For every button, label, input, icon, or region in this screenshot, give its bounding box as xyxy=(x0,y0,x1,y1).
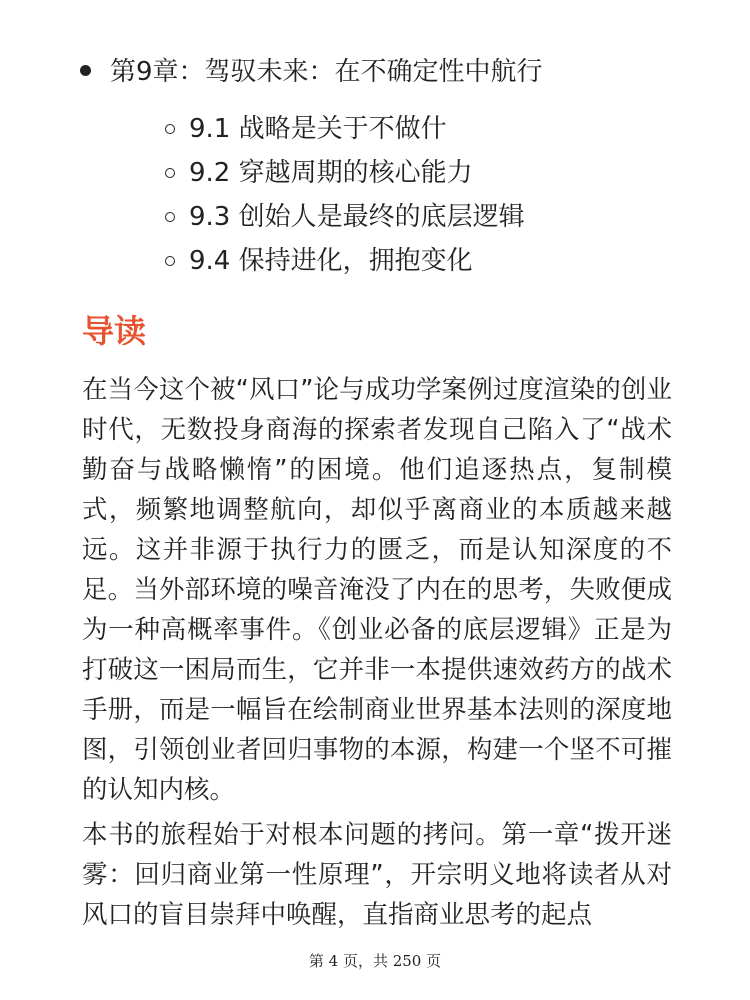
bullet-disc-icon xyxy=(80,65,91,76)
section-item-9-2 xyxy=(165,151,725,195)
section-label: 9.2 穿越周期的核心能力 xyxy=(189,158,473,188)
chapter-9-title: 第9章：驾驭未来：在不确定性中航行 xyxy=(110,57,543,87)
section-label: 9.3 创始人是最终的底层逻辑 xyxy=(189,202,525,232)
section-item-9-3 xyxy=(165,195,725,239)
section-label: 9.4 保持进化，拥抱变化 xyxy=(189,246,473,276)
section-item-9-1 xyxy=(165,107,725,151)
bullet-circle-icon xyxy=(165,256,175,266)
intro-paragraph-2: 本书的旅程始于对根本问题的拷问。第一章“拨开迷雾：回归商业第一性原理”，开宗明义地将读者从对风口的盲目崇拜中唤醒，直指商业思考的起点 xyxy=(82,820,672,930)
intro-heading: 导读 xyxy=(82,312,147,350)
page-number-footer: 第 4 页，共 250 页 xyxy=(308,952,442,970)
bullet-circle-icon xyxy=(165,168,175,178)
bullet-circle-icon xyxy=(165,212,175,222)
bullet-circle-icon xyxy=(165,124,175,134)
section-item-9-4 xyxy=(165,239,725,283)
section-label: 9.1 战略是关于不做什 xyxy=(189,114,447,144)
chapter-9-section-list xyxy=(165,107,725,283)
intro-paragraph-1: 在当今这个被“风口”论与成功学案例过度渲染的创业时代，无数投身商海的探索者发现自己陷入了“战术勤奋与战略懒惰”的困境。他们追逐热点，复制模式，频繁地调整航向，却似乎离商业的本质越来越远。这并非源于执行力的匮乏，而是认知深度的不足。当外部环境的噪音淹没了内在的思考，失败便成为一种高概率事件。《创业必备的底层逻辑》正是为打破这一困局而生，它并非一本提供速效药方的战术手册，而是一幅旨在绘制商业世界基本法则的深度地图，引领创业者回归事物的本源，构建一个坚不可摧的认知内核。 xyxy=(82,375,672,805)
chapter-9-item xyxy=(110,52,730,92)
